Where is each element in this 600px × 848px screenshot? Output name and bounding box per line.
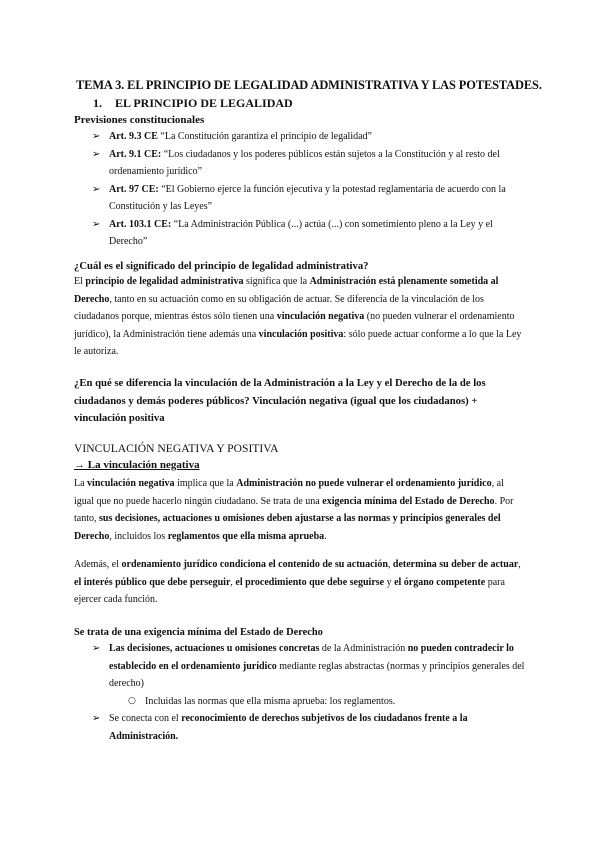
section-heading-2: VINCULACIÓN NEGATIVA Y POSITIVA [74,442,279,455]
paragraph-vinculacion-negativa: La vinculación negativa implica que la Administración no puede vulnerar el ordenamiento jurídico, al igual que no puede hacerlo ningún ciudadano. Se trata de una exigencia mínima del Estado de Derecho. Por tanto, sus decisiones, actuaciones u omisiones deben ajustarse a las normas y principios generales del Derecho, incluidos los reglamentos que ella misma aprueba. [74,478,514,542]
question-2: ¿En qué se diferencia la vinculación de la Administración a la Ley y el Derecho de la de los ciudadanos y demás poderes públicos? Vinculación negativa (igual que los ciudadanos) + vinculación positiva [74,377,486,424]
section-number: 1. [93,96,102,110]
question-1: ¿Cuál es el significado del principio de legalidad administrativa? [74,260,369,272]
arrow-bullet-icon: ➢ [92,218,101,230]
exigencia-heading: Se trata de una exigencia mínima del Estado de Derecho [74,627,323,638]
list-item: ➢ Art. 9.3 CE “La Constitución garantiza el principio de legalidad” [92,128,532,146]
arrow-bullet-icon: ➢ [92,183,101,195]
list-item: ➢ Las decisiones, actuaciones u omisiones concretas de la Administración no pueden contradecir lo establecido en el ordenamiento jurídico mediante reglas abstractas (normas y principios generales del derecho) ○ Incluidas las normas que ella misma aprueba: los reglamentos. [92,640,532,710]
arrow-bullet-icon: ➢ [92,643,101,654]
previsiones-heading: Previsiones constitucionales [74,114,205,126]
document-title: TEMA 3. EL PRINCIPIO DE LEGALIDAD ADMINISTRATIVA Y LAS POTESTADES. [76,78,542,92]
arrow-bullet-icon: ➢ [92,131,101,142]
previsiones-list [92,128,532,251]
exigencia-list [92,640,532,745]
subsection-heading: → La vinculación negativa [74,459,200,471]
sub-list-item: ○ Incluidas las normas que ella misma aprueba: los reglamentos. [109,693,532,711]
section-title: EL PRINCIPIO DE LEGALIDAD [115,96,293,110]
paragraph-ademas: Además, el ordenamiento jurídico condiciona el contenido de su actuación, determina su deber de actuar, el interés público que debe perseguir, el procedimiento que debe seguirse y el órgano competente para ejercer cada función. [74,559,521,605]
circle-bullet-icon: ○ [128,695,136,706]
arrow-bullet-icon: ➢ [92,148,101,160]
section-heading-1 [93,96,293,111]
list-item: ➢ Art. 97 CE: “El Gobierno ejerce la función ejecutiva y la potestad reglamentaria de acuerdo con la Constitución y las Leyes” [92,181,532,216]
list-item: ➢ Art. 103.1 CE: “La Administración Pública (...) actúa (...) con sometimiento pleno a la Ley y el Derecho” [92,216,532,251]
list-item: ➢ Art. 9.1 CE: “Los ciudadanos y los poderes públicos están sujetos a la Constitución y al resto del ordenamiento jurídico” [92,146,532,181]
paragraph-significado: El principio de legalidad administrativa significa que la Administración está plenamente sometida al Derecho, tanto en su actuación como en su obligación de actuar. Se diferencia de la vinculación de los ciudadanos porque, mientras éstos sólo tienen una vinculación negativa (no pueden vulnerar el ordenamiento jurídico), la Administración tiene además una vinculación positiva: sólo puede actuar conforme a lo que la Ley le autoriza. [74,276,522,357]
list-item: ➢ Se conecta con el reconocimiento de derechos subjetivos de los ciudadanos frente a la Administración. [92,710,532,745]
arrow-bullet-icon: ➢ [92,713,101,724]
